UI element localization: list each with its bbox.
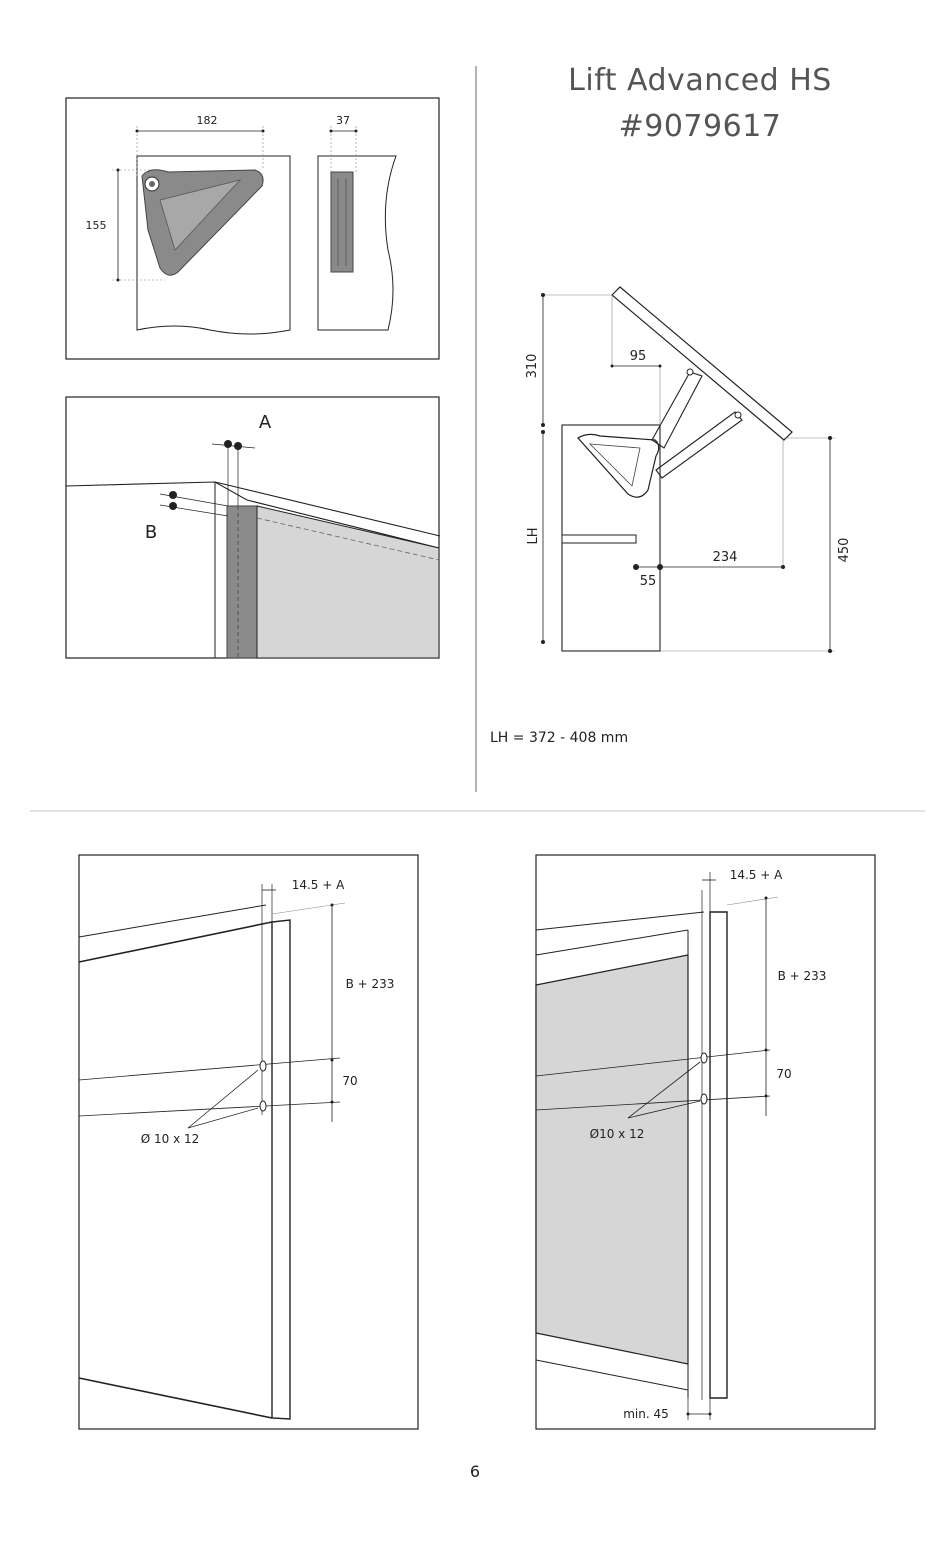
door-right-edge (710, 912, 727, 1398)
dim-spacing-left-label: 70 (342, 1074, 358, 1088)
dim-opening-label: 310 (525, 353, 540, 379)
drill-hole-icon (701, 1053, 707, 1063)
dim-min-right-label: min. 45 (623, 1407, 669, 1421)
mechanism-panel-frame (66, 98, 439, 359)
door-left-frame (79, 855, 418, 1429)
dim-vertical-left-label: B + 233 (345, 977, 395, 991)
side-view-panel (525, 287, 852, 653)
adjustment-panel (66, 397, 440, 658)
dim-hinge-label: 55 (639, 574, 657, 589)
dim-vertical-right-label: B + 233 (777, 969, 827, 983)
dim-depth-label: 37 (336, 114, 350, 127)
dim-hole-left-label: Ø 10 x 12 (140, 1132, 200, 1146)
product-number: #9079617 (618, 109, 782, 144)
drill-hole-icon (701, 1094, 707, 1104)
page-number: 6 (469, 1462, 481, 1481)
product-title: Lift Advanced HS (568, 63, 832, 98)
cabinet-side-outline (318, 156, 396, 330)
door-glass-panel (536, 955, 688, 1364)
mechanism-side-icon (331, 172, 353, 272)
dim-offset-label: 95 (629, 349, 647, 364)
door-drilling-left-panel (79, 855, 418, 1429)
lh-formula: LH = 372 - 408 mm (490, 730, 629, 746)
label-b: B (144, 522, 158, 543)
drill-hole-icon (260, 1101, 266, 1111)
mechanism-panel (66, 98, 439, 359)
dim-hole-right-label: Ø10 x 12 (589, 1127, 645, 1141)
door-drilling-right-panel (536, 855, 875, 1429)
dim-height-label: 155 (85, 219, 107, 232)
dim-edge-left-label: 14.5 + A (291, 878, 345, 892)
drill-hole-icon (260, 1061, 266, 1071)
dim-edge-right-label: 14.5 + A (729, 868, 783, 882)
lift-mechanism-icon (142, 170, 263, 275)
dim-lh-label: LH (526, 527, 541, 545)
dim-depth-side-label: 234 (712, 550, 738, 565)
mechanism-edge-icon (227, 506, 257, 658)
dim-spacing-right-label: 70 (776, 1067, 792, 1081)
dim-width-label: 182 (196, 114, 218, 127)
door-left-edge (272, 920, 290, 1419)
dim-total-label: 450 (837, 537, 852, 563)
label-a: A (258, 412, 272, 433)
cabinet-shelf (562, 535, 636, 543)
